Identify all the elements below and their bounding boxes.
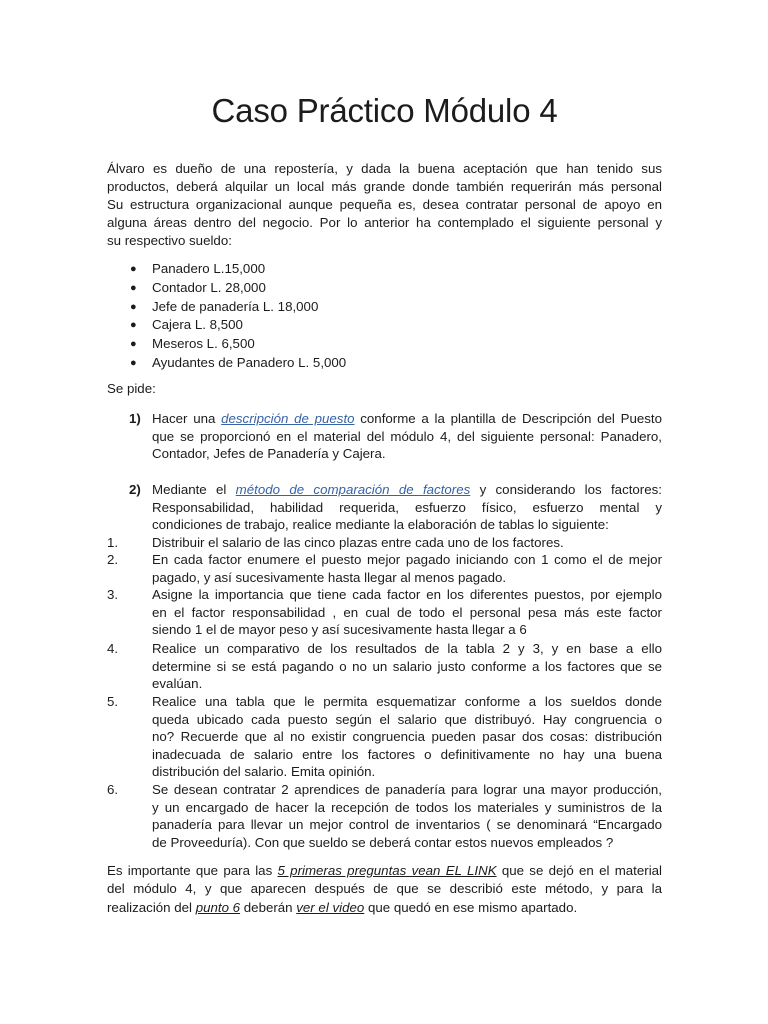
step-line: de Proveeduría). Con que sueldo se deberá contar estos nuevos empleados ? bbox=[152, 834, 614, 850]
step-line: evalúan. bbox=[152, 676, 203, 692]
step-line: panadería para llevar un mejor control de inventarios ( se denominará “Encargado bbox=[152, 817, 662, 833]
step-line: Se desean contratar 2 aprendices de panadería para lograr una mayor producción, bbox=[152, 782, 662, 797]
se-pide-label: Se pide: bbox=[107, 381, 156, 396]
list-item bbox=[107, 298, 346, 317]
task-line: Contador, Jefes de Panadería y Cajera. bbox=[152, 446, 386, 462]
task-line: Responsabilidad, habilidad requerida, esfuerzo físico, esfuerzo mental y bbox=[152, 499, 662, 515]
footer-text: deberán bbox=[240, 899, 297, 915]
bullet-icon: ● bbox=[130, 338, 137, 351]
task-text: Mediante el bbox=[152, 482, 236, 497]
intro-line: productos, deberá alquilar un local más grande donde también requerirán más personal bbox=[107, 179, 662, 194]
step-6 bbox=[107, 781, 662, 851]
step-marker: 4. bbox=[107, 641, 119, 656]
step-1 bbox=[107, 534, 662, 552]
footer-line: del módulo 4, y que aparecen después de que se describió este método, y para la bbox=[107, 881, 662, 897]
step-line: determine si se está pagando o no un salario justo conforme a los factores que se bbox=[152, 658, 662, 674]
intro-paragraph bbox=[107, 160, 662, 250]
staff-item-text: Jefe de panadería L. 18,000 bbox=[152, 298, 319, 314]
step-body bbox=[152, 551, 662, 586]
staff-item-text: Meseros L. 6,500 bbox=[152, 336, 255, 352]
list-item bbox=[107, 260, 346, 279]
footer-text: Es importante que para las bbox=[107, 863, 278, 878]
step-line: y un encargado de hacer la recepción de todos los materiales y suministros de la bbox=[152, 799, 662, 815]
bullet-icon: ● bbox=[130, 319, 137, 332]
intro-line: alguna áreas dentro del negocio. Por lo anterior ha contemplado el siguiente personal y bbox=[107, 215, 662, 230]
bullet-icon: ● bbox=[130, 300, 137, 313]
step-line: En cada factor enumere el puesto mejor pagado iniciando con 1 como el de mejor bbox=[152, 552, 662, 567]
staff-list bbox=[107, 260, 346, 373]
task-body bbox=[152, 481, 662, 534]
step-line: en el factor responsabilidad , en cual de todo el personal pesa más este factor bbox=[152, 604, 662, 620]
task-text: Hacer una bbox=[152, 411, 222, 426]
footer-text: que quedó en ese mismo apartado. bbox=[364, 899, 578, 915]
staff-item-text: Cajera L. 8,500 bbox=[152, 317, 243, 333]
step-line: Realice una tabla que le permita esquematizar conforme a los sueldos donde bbox=[152, 694, 662, 709]
descripcion-puesto-link[interactable]: descripción de puesto bbox=[221, 411, 355, 426]
list-item bbox=[107, 335, 346, 354]
task-line bbox=[152, 410, 662, 428]
intro-line: Álvaro es dueño de una repostería, y dada la buena aceptación que han tenido sus bbox=[107, 161, 662, 176]
task-body bbox=[152, 410, 662, 463]
footer-line bbox=[107, 899, 662, 917]
step-2 bbox=[107, 551, 662, 586]
step-line: inadecuada de salario entre los factores o definitivamente no hay una buena bbox=[152, 746, 662, 762]
staff-item-text: Ayudantes de Panadero L. 5,000 bbox=[152, 354, 347, 370]
step-line: queda ubicado cada puesto según el salario que distribuyó. Hay congruencia o bbox=[152, 711, 662, 727]
step-marker: 6. bbox=[107, 782, 119, 797]
page-title: Caso Práctico Módulo 4 bbox=[211, 92, 558, 129]
step-line: Realice un comparativo de los resultados de la tabla 2 y 3, y en base a ello bbox=[152, 641, 662, 656]
list-item bbox=[107, 279, 346, 298]
step-line: pagado, y así sucesivamente hasta llegar al menos pagado. bbox=[152, 569, 507, 585]
step-body bbox=[152, 693, 662, 781]
intro-line: Su estructura organizacional aunque pequeña es, desea contratar personal de apoyo en bbox=[107, 197, 662, 212]
footer-paragraph bbox=[107, 862, 662, 917]
step-marker: 1. bbox=[107, 535, 119, 550]
footer-text: que se dejó en el material bbox=[496, 863, 663, 878]
step-line: distribución del salario. Emita opinión. bbox=[152, 764, 376, 780]
task-line: que se proporcionó en el material del módulo 4, del siguiente personal: Panadero, bbox=[152, 428, 662, 444]
bullet-icon: ● bbox=[130, 356, 137, 369]
step-body bbox=[152, 534, 662, 552]
step-body bbox=[152, 781, 662, 851]
footer-text: realización del bbox=[107, 899, 196, 915]
step-marker: 2. bbox=[107, 552, 119, 567]
step-line: siendo 1 el de mayor peso y así sucesivamente hasta llegar a 6 bbox=[152, 622, 527, 638]
task-line bbox=[152, 481, 662, 499]
task-2 bbox=[107, 481, 662, 534]
staff-item-text: Contador L. 28,000 bbox=[152, 279, 266, 295]
task-marker: 2) bbox=[129, 482, 141, 497]
step-marker: 5. bbox=[107, 694, 119, 709]
staff-item-text: Panadero L.15,000 bbox=[152, 261, 266, 276]
step-line: Distribuir el salario de las cinco plazas entre cada uno de los factores. bbox=[152, 535, 564, 550]
task-line: condiciones de trabajo, realice mediante la elaboración de tablas lo siguiente: bbox=[152, 517, 609, 533]
footer-line bbox=[107, 862, 662, 880]
task-text: y considerando los factores: bbox=[470, 482, 662, 497]
step-4 bbox=[107, 640, 662, 693]
step-body bbox=[152, 586, 662, 639]
punto-6-link[interactable]: punto 6 bbox=[195, 899, 241, 915]
bullet-icon: ● bbox=[130, 263, 137, 275]
task-text: conforme a la plantilla de Descripción del Puesto bbox=[354, 411, 662, 426]
primeras-preguntas-link[interactable]: 5 primeras preguntas vean EL LINK bbox=[277, 863, 497, 878]
ver-video-link[interactable]: ver el video bbox=[296, 899, 365, 915]
bullet-icon: ● bbox=[130, 281, 137, 294]
metodo-comparacion-link[interactable]: método de comparación de factores bbox=[235, 482, 471, 497]
step-marker: 3. bbox=[107, 587, 119, 602]
step-line: no? Recuerde que al no existir congruencia pueden pasar dos cosas: distribución bbox=[152, 729, 662, 745]
task-marker: 1) bbox=[129, 411, 141, 426]
intro-line: su respectivo sueldo: bbox=[107, 233, 232, 248]
list-item bbox=[107, 354, 346, 373]
step-line: Asigne la importancia que tiene cada factor en los diferentes puestos, por ejemplo bbox=[152, 587, 662, 602]
list-item bbox=[107, 316, 346, 335]
task-1 bbox=[107, 410, 662, 463]
step-5 bbox=[107, 693, 662, 781]
step-body bbox=[152, 640, 662, 693]
step-3 bbox=[107, 586, 662, 639]
